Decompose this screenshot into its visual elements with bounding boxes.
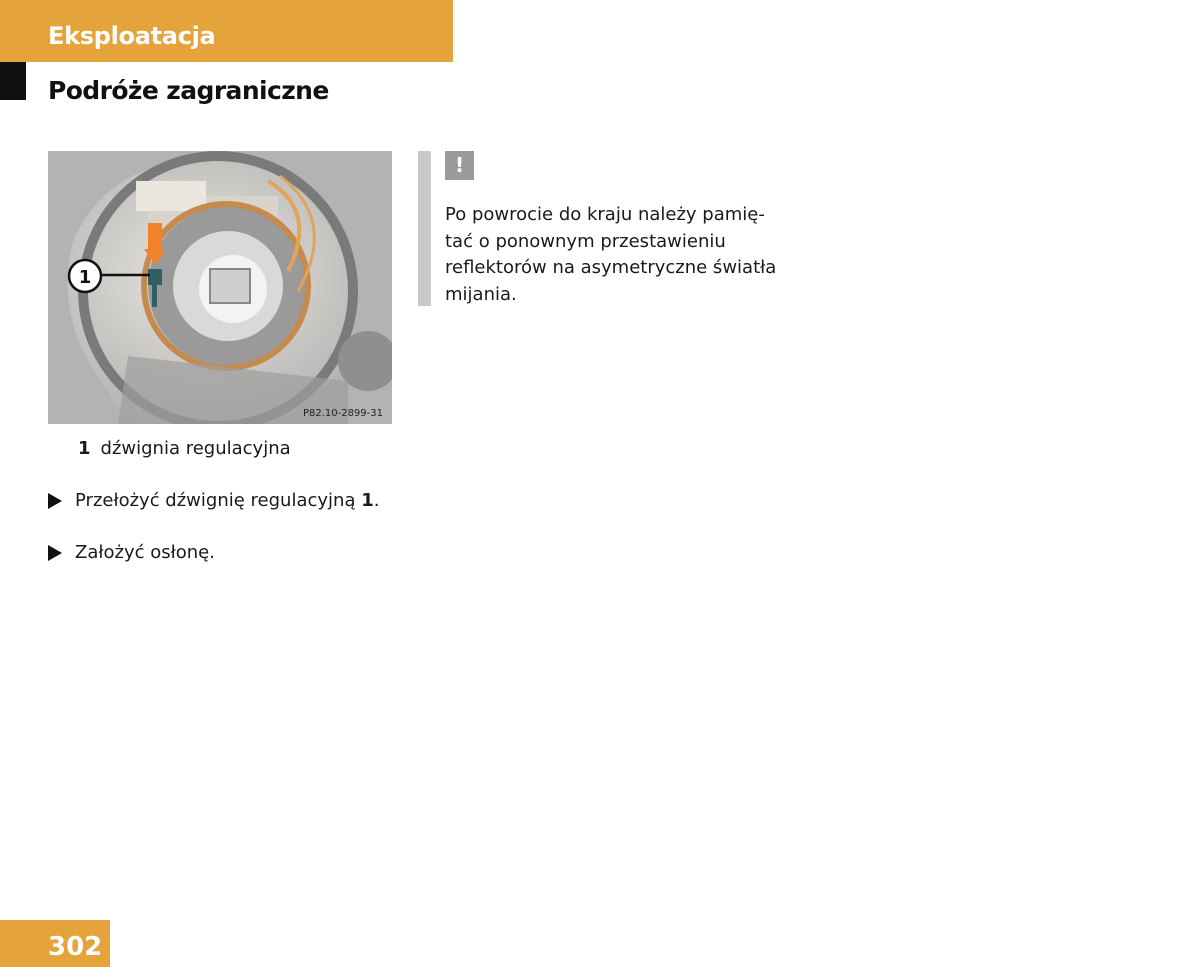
step-text: Założyć osłonę. — [75, 542, 215, 563]
page-title: Podróże zagraniczne — [48, 76, 329, 105]
note-text: Po powrocie do kraju należy pamię- tać o ponownym przestawieniu reflektorów na asymetryczne światła mijania. — [445, 204, 777, 305]
headlamp-photo — [48, 151, 392, 424]
warning-icon: ! — [445, 151, 474, 180]
page-number-box — [0, 920, 110, 967]
section-title: Eksploatacja — [48, 22, 216, 50]
step-item — [48, 542, 215, 563]
caption-number: 1 — [78, 438, 91, 459]
section-tab — [0, 0, 453, 62]
figure-caption — [78, 438, 291, 459]
bullet-arrow-icon — [48, 545, 62, 561]
heading-marker — [0, 62, 26, 100]
page-number: 302 — [48, 932, 103, 962]
figure-code: P82.10-2899-31 — [302, 408, 383, 419]
caption-text: dźwignia regulacyjna — [100, 438, 291, 459]
step-item — [48, 490, 379, 511]
headlamp-illustration — [48, 151, 392, 424]
bullet-arrow-icon — [48, 493, 62, 509]
callout-number: 1 — [78, 267, 92, 288]
step-text: Przełożyć dźwignię regulacyjną 1. — [75, 490, 380, 511]
note-bar — [418, 151, 431, 306]
